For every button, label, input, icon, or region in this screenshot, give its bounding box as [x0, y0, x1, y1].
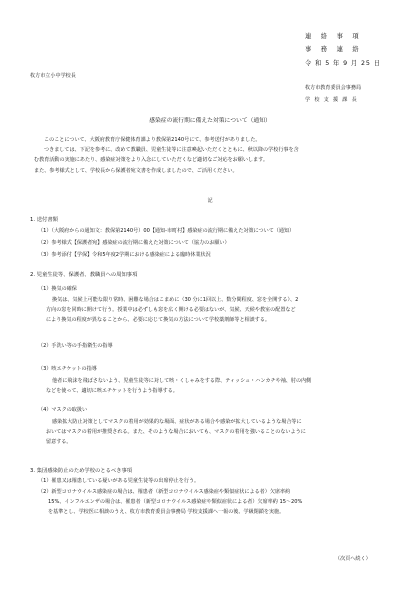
section-3-heading: 3. 集団感染防止のため学校のとるべき事項 — [30, 468, 133, 474]
section-1-item: （3）参考添付【学保】令和5年度2学期における感染症による臨時休業状況 — [38, 252, 211, 258]
section-2-sub-heading: （2）手洗い等の手指衛生の指導 — [38, 343, 113, 349]
intro-line: つきましては、下記を参考に、改めて教職員、児童生徒等に注意喚起いただくとともに、秋以降の学校行事を含 — [44, 147, 299, 154]
text-line: を基準とし、学校医に相談のうえ、枚方市教育委員会事務局 学校支援課へ一報の後、学級閉鎖を実施。 — [48, 509, 285, 516]
ki-mark: 記 — [207, 198, 213, 204]
ventilation-text — [46, 295, 416, 326]
intro-paragraph — [34, 135, 414, 176]
text-line: 留意する。 — [46, 439, 72, 446]
section-3-item-2 — [38, 487, 416, 518]
section-3-item: （1）罹患又は罹患している疑いがある児童生徒等の出席停止を行う。 — [38, 478, 200, 484]
intro-line: む教育活動の実施にあたり、感染症対策をより入念にしていただくなど適切なご対応をお願いします。 — [34, 157, 268, 164]
text-line: 方向の窓を同時に開けて行う。授業中は必ずしも窓を広く開ける必要はないが、気候、天候や教室の配置など — [46, 307, 296, 314]
section-2-sub-heading: （1）換気の確保 — [38, 286, 77, 292]
section-1-heading: 1. 送付書類 — [30, 217, 58, 223]
cough-etiquette-text — [46, 376, 416, 396]
text-line: などを使って、適切に咳エチケットを行うよう指導する。 — [46, 388, 178, 395]
doc-type-label-2: 事 務 連 絡 — [305, 46, 361, 53]
section-2-sub-heading: （4）マスクの取扱い — [38, 407, 88, 413]
document-title: 感染症の流行期に備えた対策について（通知） — [149, 118, 271, 124]
continued-note: （次頁へ続く） — [335, 556, 371, 562]
section-1-item: （2）参考様式【保護者宛】感染症の流行期に備えた対策について（協力のお願い） — [38, 240, 230, 246]
section-1-item: （1）（大阪府からの通知文：教保第2140号）00【通知-市町村】感染症の流行期に備えた対策について（通知） — [38, 228, 295, 234]
mask-text — [46, 417, 416, 448]
text-line: 換気は、気候上可能な限り常時、困難な場合はこまめに（30 分に1回以上、数分間程度、窓を全開する）、2 — [52, 297, 299, 303]
text-line: 他者に飛沫を飛ばさないよう、児童生徒等に対して咳・くしゃみをする際、ティッシュ・ハンカチや袖、肘の内側 — [52, 378, 312, 384]
intro-line: また、参考様式として、学校長から保護者宛文書を作成しましたので、ご活用ください。 — [34, 167, 238, 174]
text-line: おいてはマスクの着用が推奨される。また、そのような場合においても、マスクの着用を強いることのないように — [46, 429, 306, 436]
section-2-sub-heading: （3）咳エチケットの指導 — [38, 366, 97, 372]
recipient: 枚方市立小中学校長 — [30, 73, 76, 79]
sender-org: 枚方市教育委員会事務局 — [305, 85, 362, 91]
doc-date: 令 和 5 年 9 月 25 日 — [305, 60, 381, 67]
intro-line: このことについて、大阪府教育庁保健体育課より教保第2140号にて、参考送付がありました。 — [44, 137, 261, 143]
doc-type-label: 連 絡 事 項 — [305, 33, 361, 40]
text-line: により換気の程度が異なることから、必要に応じて換気の方法について学校薬剤師等と相談する。 — [46, 317, 271, 324]
text-line: 15%、インフルエンザの場合は、罹患者（新型コロナウイルス感染症や類似症状による者）欠席率約 15～20% — [48, 499, 303, 506]
sender-title: 学 校 支 援 課 長 — [305, 97, 358, 103]
section-2-heading: 2. 児童生徒等、保護者、教職員への周知事項 — [30, 272, 138, 278]
text-line: 感染拡大防止対策としてマスクの着用が効果的な場面、症状がある場合や感染が拡大しているような場合等に — [52, 419, 302, 425]
text-line: （2）新型コロナウイルス感染症の場合は、罹患者（新型コロナウイルス感染症や類似症状による者）欠席率約 — [38, 489, 291, 495]
